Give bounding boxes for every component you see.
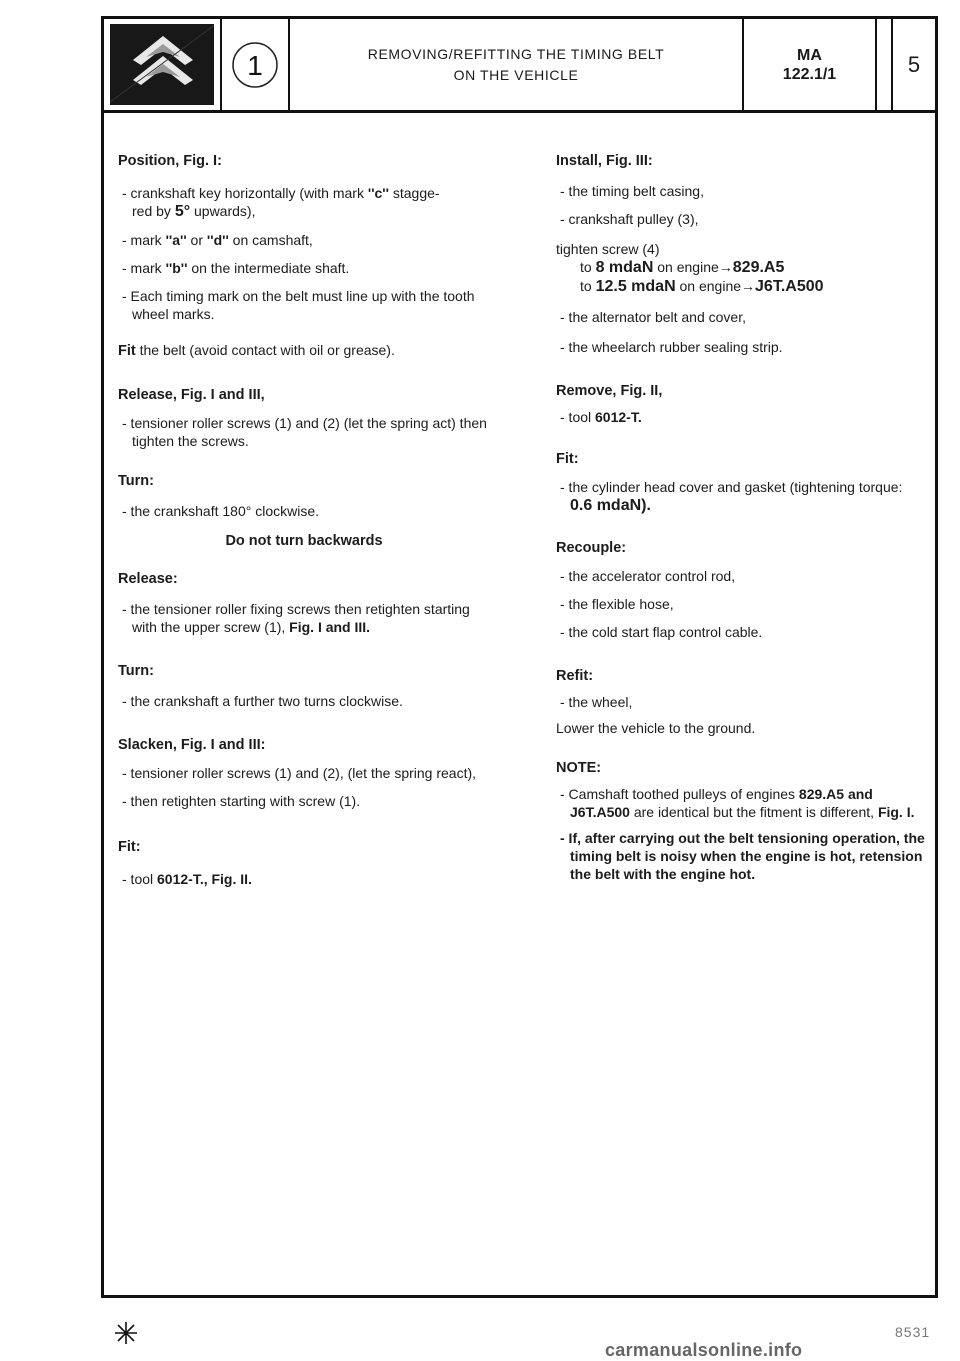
text: - Camshaft toothed pulleys of engines (560, 786, 799, 802)
list-item: - then retighten starting with screw (1). (122, 793, 361, 809)
page-header (104, 19, 935, 113)
phase-number: 1 (247, 49, 263, 81)
arrow-icon: → (718, 259, 733, 275)
list-item (118, 184, 490, 221)
mark-label: ''b'' (165, 260, 188, 276)
text: - crankshaft key horizontally (with mark (122, 185, 368, 201)
section-heading: NOTE: (556, 760, 602, 776)
section-heading: Remove, Fig. II, (556, 383, 663, 399)
list-item (556, 408, 926, 426)
section-heading: Refit: (556, 668, 594, 684)
right-column (556, 138, 926, 883)
text: to (580, 259, 596, 275)
text: on the intermediate shaft. (187, 260, 350, 276)
text: on engine (653, 259, 719, 275)
list-item: - the flexible hose, (560, 596, 674, 612)
brand-logo-cell (104, 19, 222, 110)
torque-value: 0.6 mdaN). (570, 497, 651, 514)
list-item (118, 870, 490, 888)
page-number: 5 (907, 51, 921, 77)
list-item: - the timing belt casing, (560, 183, 704, 199)
title-cell (290, 19, 744, 110)
section-heading: Release: (118, 571, 178, 587)
engine-code: J6T.A500 (755, 278, 824, 295)
reference-cell (744, 19, 877, 110)
phase-cell (222, 19, 290, 110)
tool-ref: 6012-T. (595, 409, 642, 425)
torque-value: 8 mdaN (595, 259, 654, 276)
section-heading: Recouple: (556, 540, 627, 556)
text: to (580, 278, 596, 294)
list-item (118, 231, 490, 249)
citroen-logo (110, 24, 214, 105)
list-item: - the alternator belt and cover, (560, 309, 746, 325)
page-title-line1: REMOVING/REFITTING THE TIMING BELT (367, 45, 665, 62)
text: the belt (avoid contact with oil or grease). (135, 342, 395, 358)
section-heading: Fit: (556, 451, 579, 467)
text: on engine (675, 278, 742, 294)
list-item: - the wheel, (560, 694, 633, 710)
section-heading: Turn: (118, 663, 154, 679)
figure-ref: Fig. I. (877, 804, 915, 820)
engine-code: 829.A5 (732, 259, 785, 276)
list-item: - crankshaft pulley (3), (560, 211, 699, 227)
list-item: - the crankshaft 180° clockwise. (122, 503, 320, 519)
text: red by (132, 203, 175, 219)
instruction: Lower the vehicle to the ground. (556, 720, 756, 736)
torque-spec (556, 277, 926, 296)
list-item (118, 259, 490, 277)
engine-code: 829.A5 and J6T.A500 (570, 786, 873, 820)
text: - tool (560, 409, 596, 425)
instruction-verb: Fit (118, 343, 136, 359)
list-item: - tensioner roller screws (1) and (2), (let the spring react), (122, 765, 477, 781)
figure-ref: Fig. I and III. (289, 619, 371, 635)
text: - the cylinder head cover and gasket (tightening torque: (560, 479, 903, 495)
left-column (118, 138, 490, 888)
double-chevron-icon (110, 24, 214, 104)
tighten-instruction: tighten screw (4) (556, 241, 660, 257)
instruction (118, 341, 490, 360)
section-heading: Fit: (118, 839, 141, 855)
text: - mark (122, 232, 166, 248)
list-item: - the accelerator control rod, (560, 568, 736, 584)
mark-label: ''d'' (206, 232, 229, 248)
text: stagge- (388, 185, 440, 201)
text: are identical but the fitment is different, (629, 804, 878, 820)
text: or (186, 232, 207, 248)
section-heading: Turn: (118, 473, 154, 489)
list-item: - Each timing mark on the belt must line up with the tooth wheel marks. (122, 288, 475, 322)
tool-ref: 6012-T., Fig. II. (157, 871, 252, 887)
note-item: - If, after carrying out the belt tensioning operation, the timing belt is noisy when the engine is hot, retension the belt with the engine hot. (560, 830, 925, 882)
note-item (556, 785, 926, 821)
list-item (556, 478, 926, 515)
text: - the tensioner roller fixing screws then retighten starting with the upper screw (1), (122, 601, 470, 635)
section-heading: Release, Fig. I and III, (118, 387, 265, 403)
page-code: 8531 (895, 1324, 931, 1340)
warning-text: Do not turn backwards (225, 533, 383, 549)
text: on camshaft, (228, 232, 313, 248)
page-title-line2: ON THE VEHICLE (453, 66, 579, 83)
circled-number-icon (229, 39, 281, 91)
section-heading: Position, Fig. I: (118, 153, 222, 169)
operation-number: 122.1/1 (782, 65, 837, 83)
section-heading: Slacken, Fig. I and III: (118, 737, 266, 753)
list-item: - the wheelarch rubber sealing strip. (560, 339, 783, 355)
list-item: - the cold start flap control cable. (560, 624, 763, 640)
arrow-icon: → (741, 278, 756, 294)
asterisk-icon (113, 1320, 139, 1351)
list-item: - the crankshaft a further two turns clockwise. (122, 693, 403, 709)
torque-spec (556, 258, 926, 277)
angle-value: 5° (174, 203, 191, 220)
text: - tool (122, 871, 158, 887)
header-gap (877, 19, 893, 110)
torque-value: 12.5 mdaN (595, 278, 676, 295)
list-item: - tensioner roller screws (1) and (2) (let the spring act) then tighten the screws. (122, 415, 487, 449)
text: upwards), (190, 203, 256, 219)
manual-code: MA (797, 46, 822, 64)
list-item (118, 600, 490, 636)
watermark: carmanualsonline.info (605, 1340, 803, 1360)
mark-label: ''c'' (367, 185, 389, 201)
mark-label: ''a'' (165, 232, 187, 248)
text: - mark (122, 260, 166, 276)
section-heading: Install, Fig. III: (556, 153, 653, 169)
